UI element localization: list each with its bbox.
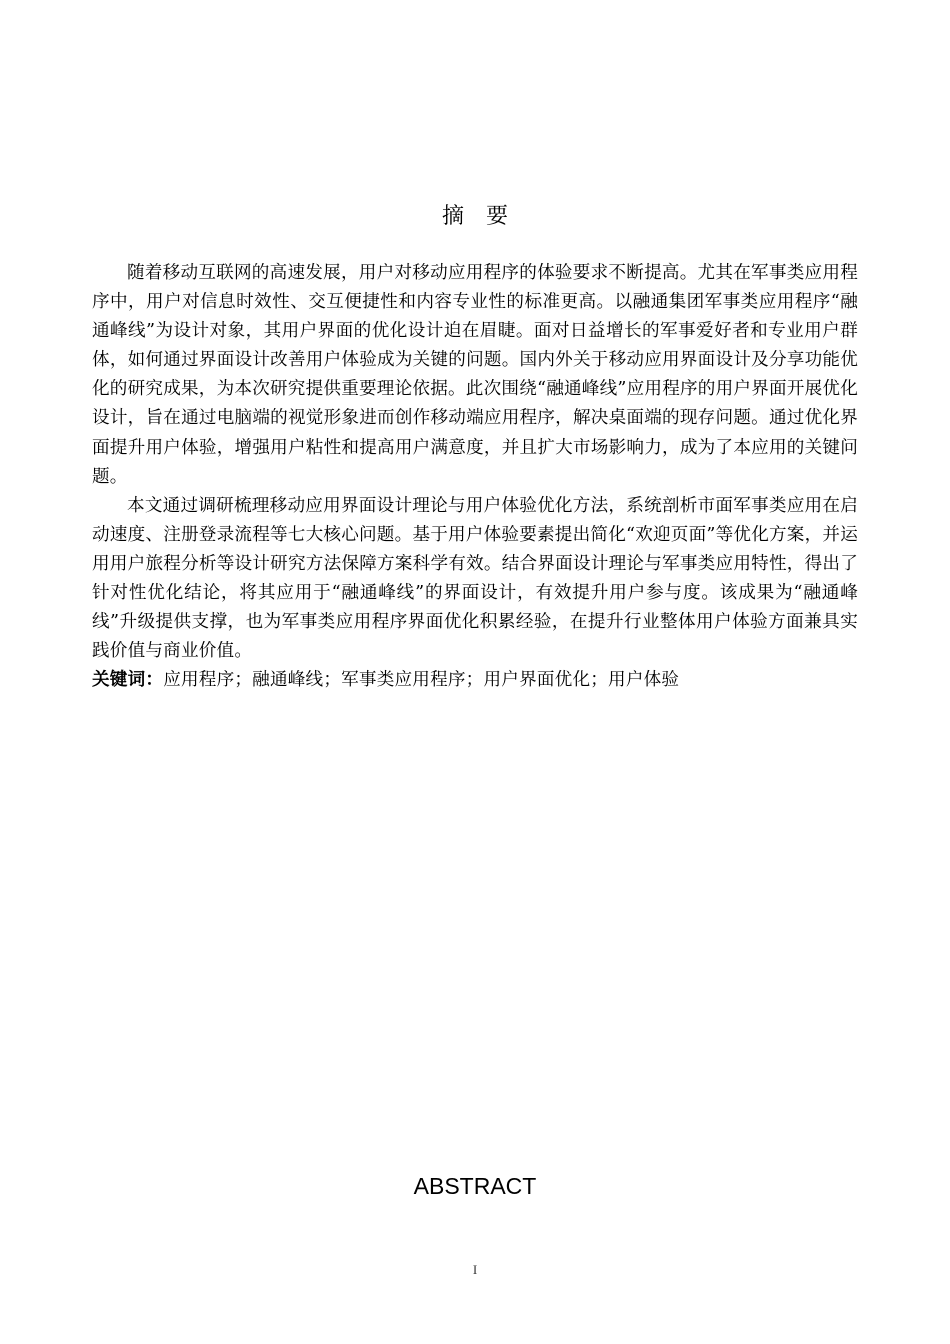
keywords-label: 关键词：: [92, 670, 164, 691]
abstract-paragraph-1: 随着移动互联网的高速发展，用户对移动应用程序的体验要求不断提高。尤其在军事类应用程序中，用户对信息时效性、交互便捷性和内容专业性的标准更高。以融通集团军事类应用程序“融通峰线”为设计对象，其用户界面的优化设计迫在眉睫。面对日益增长的军事爱好者和专业用户群体，如何通过界面设计改善用户体验成为关键的问题。国内外关于移动应用界面设计及分享功能优化的研究成果，为本次研究提供重要理论依据。此次围绕“融通峰线”应用程序的用户界面开展优化设计，旨在通过电脑端的视觉形象进而创作移动端应用程序，解决桌面端的现存问题。通过优化界面提升用户体验，增强用户粘性和提高用户满意度，并且扩大市场影响力，成为了本应用的关键问题。: [92, 263, 858, 487]
page-number: I: [472, 1262, 478, 1277]
abstract-body: [92, 259, 858, 695]
abstract-title-en: ABSTRACT: [413, 1173, 537, 1199]
abstract-paragraph-2: 本文通过调研梳理移动应用界面设计理论与用户体验优化方法，系统剖析市面军事类应用在启动速度、注册登录流程等七大核心问题。基于用户体验要素提出简化“欢迎页面”等优化方案，并运用用户旅程分析等设计研究方法保障方案科学有效。结合界面设计理论与军事类应用特性，得出了针对性优化结论，将其应用于“融通峰线”的界面设计，有效提升用户参与度。该成果为“融通峰线”升级提供支撑，也为军事类应用程序界面优化积累经验，在提升行业整体用户体验方面兼具实践价值与商业价值。: [92, 495, 858, 662]
keywords-list: 应用程序；融通峰线；军事类应用程序；用户界面优化；用户体验: [163, 670, 680, 691]
keywords-line: [92, 666, 858, 695]
abstract-title-cn: 摘要: [441, 204, 530, 229]
